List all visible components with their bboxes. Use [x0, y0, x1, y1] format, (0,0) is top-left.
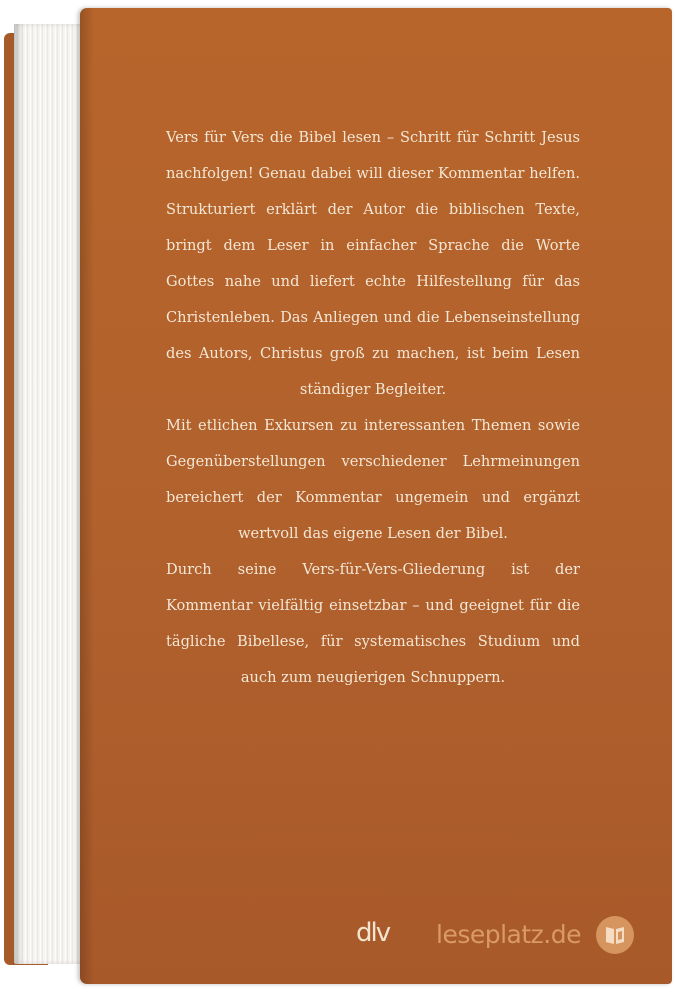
blurb-text — [166, 120, 580, 696]
book-icon — [596, 916, 634, 954]
publisher-logo: dlv — [356, 918, 390, 948]
watermark-text: leseplatz.de — [436, 920, 581, 949]
blurb-paragraph-2: Mit etlichen Exkursen zu interessanten Themen sowie Gegenüberstellungen verschiedener Lehrmeinungen bereichert der Kommentar ungemein und ergänzt wertvoll das eigene Lesen der Bibel. — [166, 417, 580, 542]
blurb-paragraph-3: Durch seine Vers-für-Vers-Gliederung ist der Kommentar vielfältig einsetzbar – und geeignet für die tägliche Bibellese, für systematisches Studium und auch zum neugierigen Schnuppern. — [166, 561, 580, 686]
cover-footer — [350, 914, 650, 964]
spine-shadow — [14, 24, 24, 964]
book-back-cover — [80, 8, 672, 984]
blurb-paragraph-1: Vers für Vers die Bibel lesen – Schritt für Schritt Jesus nachfolgen! Genau dabei will dieser Kommentar helfen. Strukturiert erklärt der Autor die biblischen Texte, bringt dem Leser in einfacher Sprache die Worte Gottes nahe und liefert echte Hilfestellung für das Christenleben. Das Anliegen und die Lebenseinstellung des Autors, Christus groß zu machen, ist beim Lesen ständiger Begleiter. — [166, 129, 580, 398]
